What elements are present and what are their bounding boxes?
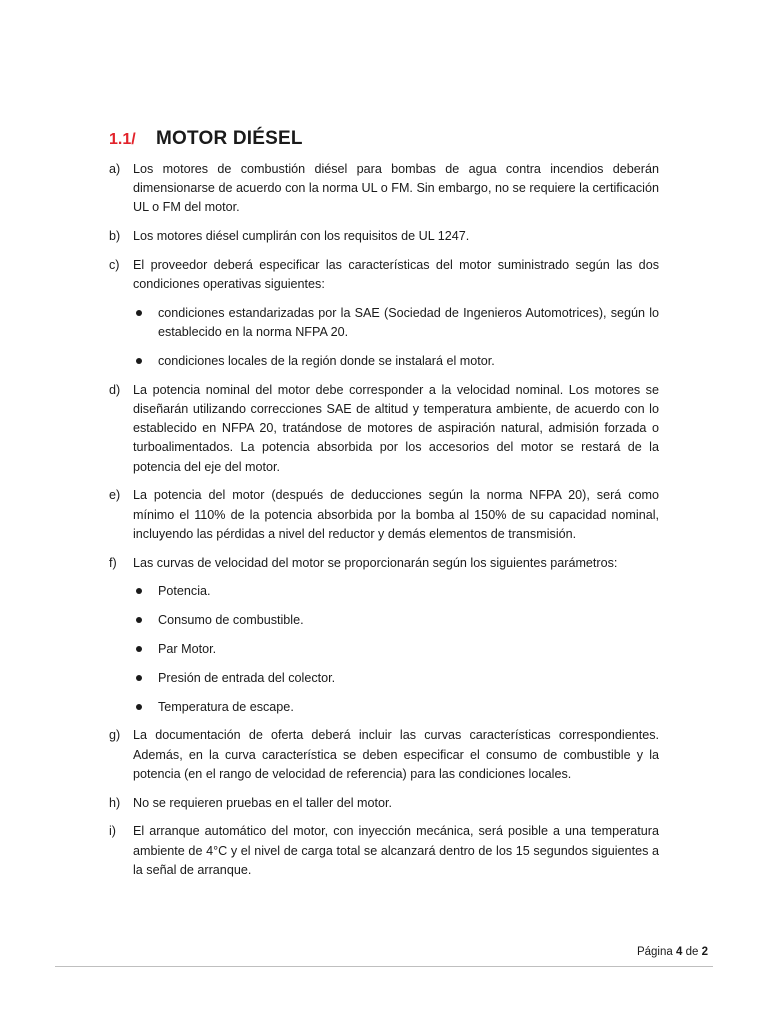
section-content bbox=[109, 160, 659, 890]
list-item-letter: g) bbox=[109, 728, 121, 743]
bullet-item bbox=[133, 352, 659, 371]
list-item bbox=[109, 554, 659, 717]
bullet-dot-icon bbox=[136, 358, 142, 364]
list-item-text: La potencia del motor (después de deducciones según la norma NFPA 20), será como mínimo el 110% de la potencia absorbida por la bomba al 150% de su capacidad nominal, incluyendo las pérdidas a nivel del reductor y demás elementos de transmisión. bbox=[133, 488, 659, 541]
list-item-text: Los motores diésel cumplirán con los requisitos de UL 1247. bbox=[133, 229, 470, 244]
bullet-list bbox=[133, 304, 659, 371]
bullet-item bbox=[133, 669, 659, 688]
page-footer bbox=[637, 946, 708, 958]
list-item bbox=[109, 794, 659, 813]
bullet-item bbox=[133, 640, 659, 659]
list-item bbox=[109, 822, 659, 880]
bullet-text: condiciones locales de la región donde se instalará el motor. bbox=[158, 354, 495, 368]
list-item-text: La documentación de oferta deberá incluir las curvas características correspondientes. Además, en la curva característica se deben especificar el consumo de combustible y la potencia (en el rango de velocidad de referencia) para las condiciones locales. bbox=[133, 728, 659, 781]
bullet-item bbox=[133, 611, 659, 630]
bullet-text: Presión de entrada del colector. bbox=[158, 670, 336, 685]
of-label: de bbox=[685, 946, 699, 958]
list-item bbox=[109, 726, 659, 784]
list-item bbox=[109, 227, 659, 246]
bullet-dot-icon bbox=[136, 646, 142, 652]
bullet-list bbox=[133, 582, 659, 716]
bullet-dot-icon bbox=[136, 704, 142, 710]
list-item bbox=[109, 486, 659, 544]
bullet-item bbox=[133, 582, 659, 601]
bullet-dot-icon bbox=[136, 588, 142, 594]
bullet-dot-icon bbox=[136, 310, 142, 316]
bullet-dot-icon bbox=[136, 675, 142, 681]
bullet-text: Temperatura de escape. bbox=[158, 699, 294, 714]
list-item-text: La potencia nominal del motor debe corresponder a la velocidad nominal. Los motores se diseñarán utilizando correcciones SAE de altitud y temperatura ambiente, de acuerdo con lo establecido en NFPA 20, tratándose de motores de aspiración natural, admisión forzada o turboalimentados. La potencia absorbida por los accesorios del motor se restará de la potencia del eje del motor. bbox=[133, 382, 659, 474]
section-heading bbox=[109, 128, 303, 150]
bullet-text: Consumo de combustible. bbox=[158, 613, 304, 628]
list-item-text: El proveedor deberá especificar las características del motor suministrado según las dos condiciones operativas siguientes: bbox=[133, 258, 659, 292]
bullet-item bbox=[133, 304, 659, 342]
bullet-item bbox=[133, 698, 659, 717]
bullet-dot-icon bbox=[136, 617, 142, 623]
section-number: 1.1/ bbox=[109, 131, 136, 148]
list-item-letter: a) bbox=[109, 162, 121, 176]
list-item-text: Las curvas de velocidad del motor se proporcionarán según los siguientes parámetros: bbox=[133, 555, 618, 570]
list-item bbox=[109, 160, 659, 218]
section-title: MOTOR DIÉSEL bbox=[156, 128, 303, 149]
list-item-letter: i) bbox=[109, 824, 116, 839]
list-item-text: No se requieren pruebas en el taller del motor. bbox=[133, 795, 393, 810]
list-item bbox=[109, 381, 659, 477]
list-item-letter: h) bbox=[109, 795, 121, 810]
bullet-text: Potencia. bbox=[158, 584, 211, 599]
list-item-text: El arranque automático del motor, con inyección mecánica, será posible a una temperatura ambiente de 4°C y el nivel de carga total se alcanzará dentro de los 15 segundos siguientes a la señal de arranque. bbox=[133, 824, 659, 877]
list-item bbox=[109, 256, 659, 371]
bullet-text: condiciones estandarizadas por la SAE (Sociedad de Ingenieros Automotrices), según lo establecido en la norma NFPA 20. bbox=[158, 306, 659, 340]
list-item-letter: b) bbox=[109, 229, 121, 244]
list-item-letter: f) bbox=[109, 555, 117, 570]
list-item-letter: c) bbox=[109, 258, 120, 272]
current-page-number: 4 bbox=[675, 946, 683, 958]
total-pages-number: 2 bbox=[701, 946, 708, 958]
list-item-letter: d) bbox=[109, 382, 121, 397]
list-item-text: Los motores de combustión diésel para bombas de agua contra incendios deberán dimensionarse de acuerdo con la norma UL o FM. Sin embargo, no se requiere la certificación UL o FM del motor. bbox=[133, 162, 659, 215]
bullet-text: Par Motor. bbox=[158, 642, 217, 656]
list-item-letter: e) bbox=[109, 488, 121, 503]
page-label: Página bbox=[636, 946, 673, 958]
footer-divider bbox=[55, 966, 713, 967]
